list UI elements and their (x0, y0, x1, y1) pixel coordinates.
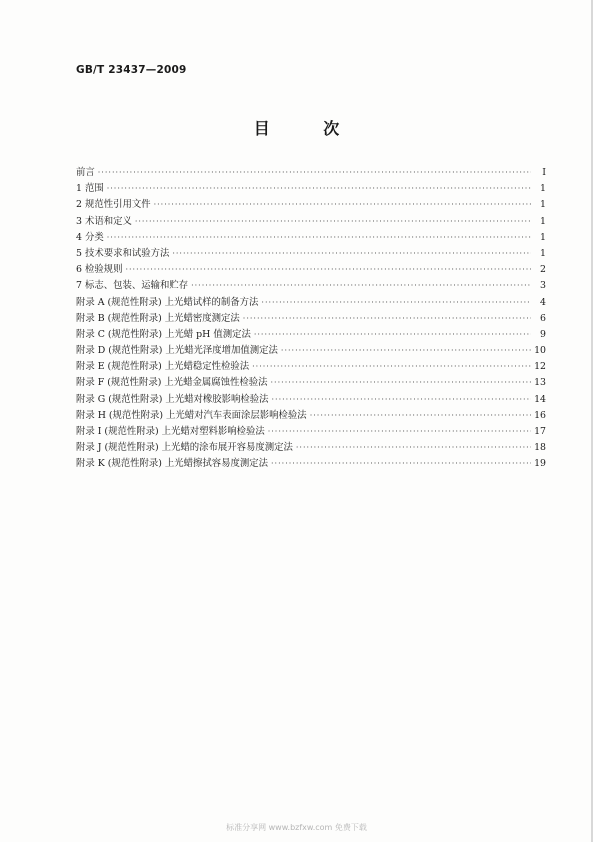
toc-entry-appendix-d[interactable] (76, 342, 546, 358)
toc-entry-page: 1 (540, 231, 546, 243)
toc-entry-label: 附录 H (规范性附录) 上光蜡对汽车表面涂层影响检验法 (76, 409, 307, 421)
toc-title: 目 次 (253, 119, 364, 138)
leader-dots (272, 395, 532, 404)
toc-entry-appendix-f[interactable] (76, 374, 546, 390)
leader-dots (310, 411, 531, 420)
toc-entry-label: 2 规范性引用文件 (76, 199, 151, 211)
toc-entry-page: Ⅰ (542, 167, 546, 178)
toc-entry-page: 14 (534, 393, 546, 405)
leader-dots (125, 265, 531, 274)
leader-dots (271, 459, 531, 468)
leader-dots (254, 330, 531, 339)
toc-entry-appendix-h[interactable] (76, 407, 546, 423)
toc-entry-page: 17 (534, 426, 546, 437)
toc-entry-label: 附录 J (规范性附录) 上光蜡的涂布展开容易度测定法 (76, 442, 293, 454)
toc-entry-appendix-k[interactable] (76, 455, 546, 471)
watermark-footer: 标准分享网 www.bzfxw.com 免费下载 (226, 823, 367, 832)
toc-entry-page: 4 (540, 296, 546, 308)
standard-code: GB/T 23437—2009 (76, 64, 187, 76)
toc-entry-7[interactable] (76, 277, 546, 293)
toc-entry-page: 2 (540, 264, 546, 276)
toc-entry-label: 5 技术要求和试验方法 (76, 247, 170, 259)
toc-entry-label: 前言 (76, 167, 95, 178)
toc-entry-4[interactable] (76, 229, 546, 245)
toc-entry-appendix-i[interactable] (76, 423, 546, 439)
toc-entry-appendix-b[interactable] (76, 310, 546, 326)
toc-entry-label: 3 术语和定义 (76, 215, 132, 227)
toc-entry-2[interactable] (76, 196, 546, 212)
toc-entry-label: 附录 C (规范性附录) 上光蜡 pH 值测定法 (76, 328, 251, 340)
toc-entry-appendix-c[interactable] (76, 326, 546, 342)
toc-entry-page: 10 (534, 345, 546, 357)
toc-entry-page: 16 (534, 409, 546, 421)
toc-entry-6[interactable] (76, 261, 546, 277)
toc-entry-appendix-a[interactable] (76, 294, 546, 310)
toc-entry-3[interactable] (76, 213, 546, 229)
toc-entry-label: 7 标志、包装、运输和贮存 (76, 280, 189, 292)
leader-dots (252, 362, 531, 371)
toc-entry-appendix-e[interactable] (76, 358, 546, 374)
leader-dots (107, 184, 531, 193)
toc-entry-label: 附录 K (规范性附录) 上光蜡擦拭容易度测定法 (76, 458, 269, 470)
toc-entry-label: 1 范围 (76, 183, 104, 195)
toc-entry-page: 12 (534, 361, 546, 373)
leader-dots (135, 217, 531, 226)
table-of-contents (76, 164, 546, 472)
leader-dots (281, 346, 531, 355)
toc-entry-label: 附录 F (规范性附录) 上光蜡金属腐蚀性检验法 (76, 377, 268, 389)
toc-entry-page: 1 (540, 199, 546, 211)
toc-entry-label: 4 分类 (76, 231, 104, 243)
leader-dots (261, 298, 531, 307)
leader-dots (296, 443, 531, 452)
leader-dots (243, 314, 531, 323)
toc-entry-label: 附录 A (规范性附录) 上光蜡试样的制备方法 (76, 296, 259, 308)
toc-entry-label: 附录 G (规范性附录) 上光蜡对橡胶影响检验法 (76, 393, 269, 405)
toc-entry-page: 18 (534, 442, 546, 454)
toc-entry-label: 附录 B (规范性附录) 上光蜡密度测定法 (76, 312, 240, 324)
leader-dots (172, 249, 531, 258)
toc-entry-page: 13 (534, 377, 546, 389)
toc-entry-page: 1 (540, 215, 546, 227)
toc-entry-page: 19 (534, 458, 546, 470)
toc-entry-foreword[interactable] (76, 164, 546, 180)
toc-entry-page: 9 (540, 328, 546, 340)
leader-dots (271, 378, 531, 387)
leader-dots (98, 168, 531, 177)
toc-entry-label: 附录 D (规范性附录) 上光蜡光泽度增加值测定法 (76, 345, 278, 357)
toc-entry-appendix-g[interactable] (76, 391, 546, 407)
toc-entry-label: 附录 E (规范性附录) 上光蜡稳定性检验法 (76, 361, 250, 373)
toc-entry-page: 1 (540, 183, 546, 195)
leader-dots (154, 200, 531, 209)
toc-entry-label: 附录 I (规范性附录) 上光蜡对塑料影响检验法 (76, 426, 265, 437)
toc-entry-1[interactable] (76, 180, 546, 196)
toc-entry-label: 6 检验规则 (76, 264, 123, 276)
toc-entry-page: 6 (540, 312, 546, 324)
leader-dots (268, 427, 531, 436)
toc-entry-page: 1 (540, 247, 546, 259)
toc-entry-5[interactable] (76, 245, 546, 261)
toc-entry-page: 3 (540, 280, 546, 292)
leader-dots (191, 281, 531, 290)
toc-entry-appendix-j[interactable] (76, 439, 546, 455)
leader-dots (107, 233, 531, 242)
